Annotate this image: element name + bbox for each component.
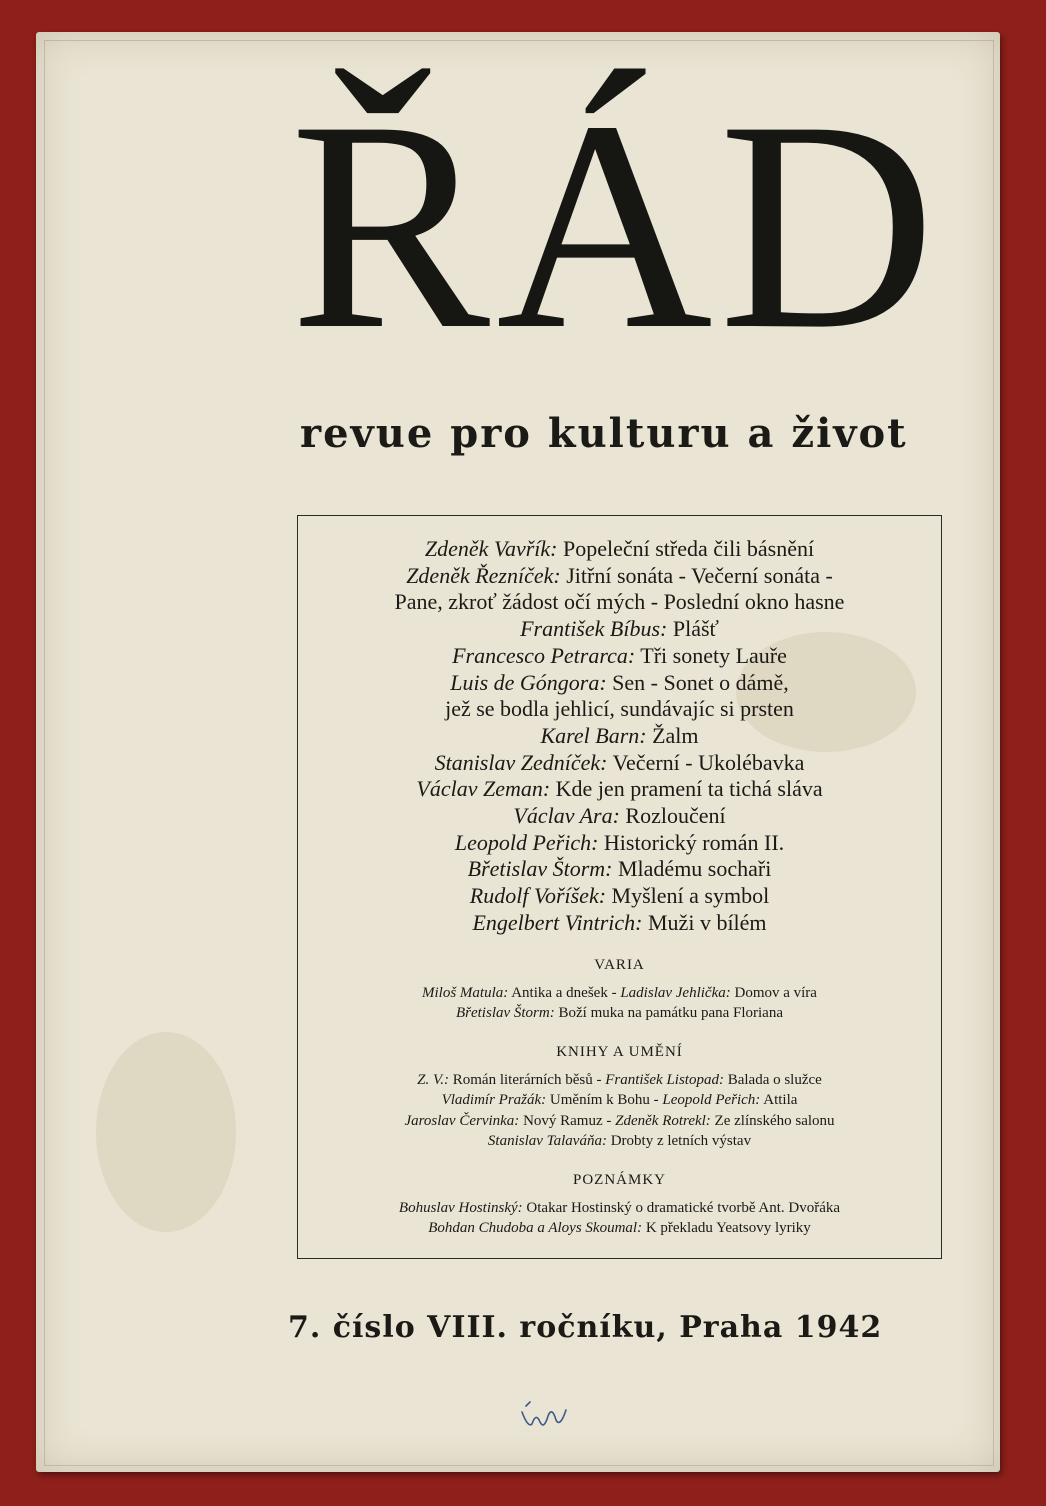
entry-author: Bohdan Chudoba a Aloys Skoumal: [428,1220,643,1237]
contents-box [297,515,942,1259]
main-contents-list [298,536,941,937]
entry-title: Historický román II. [603,829,785,855]
poznamky-list [298,1198,941,1239]
entry-author: Luis de Góngora: [450,669,607,695]
entry-author: Václav Zeman: [416,776,551,802]
masthead-title: ŘÁD [290,59,942,391]
entry-author: Leopold Peřich: [662,1092,761,1109]
entry-author: Engelbert Vintrich: [472,909,643,935]
contents-entry [298,696,941,723]
entry-title: Plášť [672,616,719,642]
entry-author: Bohuslav Hostinský: [398,1199,523,1216]
entry-author: Břetislav Štorm: [455,1005,555,1022]
contents-entry [298,670,941,697]
entry-title: Antika a dnešek - [511,984,617,1001]
contents-entry [298,589,941,616]
knihy-list [298,1070,941,1152]
entry-title: Kde jen pramení ta tichá sláva [555,776,823,802]
entry-author: Ladislav Jehlička: [620,984,731,1001]
entry-title: jež se bodla jehlicí, sundávajíc si prsten [445,696,794,722]
contents-entry [298,803,941,830]
contents-entry [298,910,941,937]
entry-author: Miloš Matula: [422,984,509,1001]
contents-entry [298,830,941,857]
contents-entry [298,536,941,563]
entry-author: František Bíbus: [520,616,668,642]
entry-title: Mladému sochaři [617,856,772,882]
entry-title: Večerní - Ukolébavka [612,749,805,775]
knihy-line [298,1090,941,1111]
entry-author: Václav Ara: [513,803,620,829]
entry-author: Zdeněk Rotrekl: [615,1112,711,1129]
entry-title: Žalm [652,722,699,748]
entry-author: Z. V.: [417,1071,449,1088]
contents-entry [298,856,941,883]
entry-title: Balada o služce [727,1071,822,1088]
entry-author: Leopold Peřich: [454,829,599,855]
varia-list [298,983,941,1024]
contents-entry [298,643,941,670]
entry-title: Nový Ramuz - [523,1112,612,1129]
entry-author: Stanislav Zedníček: [434,749,608,775]
entry-author: Stanislav Talaváňa: [487,1133,607,1150]
paper-stain [96,1032,236,1232]
entry-title: K překladu Yeatsovy lyriky [645,1220,811,1237]
entry-title: Popeleční středa čili básnění [562,536,815,561]
contents-entry [298,883,941,910]
masthead-subtitle: revue pro kulturu a život [300,410,908,457]
contents-entry [298,750,941,777]
varia-line [298,1003,941,1024]
entry-title: Ze zlínského salonu [714,1112,835,1129]
entry-title: Muži v bílém [648,909,767,935]
entry-author: Zdeněk Vavřík: [424,536,558,561]
entry-title: Domov a víra [734,984,817,1001]
entry-title: Attila [763,1092,798,1109]
entry-author: František Listopad: [605,1071,724,1088]
varia-line [298,983,941,1004]
section-heading-poznamky: POZNÁMKY [572,1171,666,1188]
knihy-line [298,1111,941,1132]
entry-title: Boží muka na památku pana Floriana [558,1005,784,1022]
entry-title: Uměním k Bohu - [549,1092,659,1109]
poznamky-line [298,1218,941,1239]
poznamky-line [298,1198,941,1219]
knihy-line [298,1131,941,1152]
entry-author: Francesco Petrarca: [452,642,636,668]
entry-author: Zdeněk Řezníček: [406,562,561,588]
entry-title: Tři sonety Lauře [640,642,787,668]
table-of-contents [298,536,941,1239]
contents-entry [298,563,941,590]
contents-entry [298,723,941,750]
knihy-line [298,1070,941,1091]
contents-entry [298,616,941,643]
section-heading-knihy: KNIHY A UMĚNÍ [556,1043,683,1060]
entry-author: Jaroslav Červinka: [404,1112,520,1129]
entry-title: Jitřní sonáta - Večerní sonáta - [566,562,833,588]
entry-title: Román literárních běsů - [452,1071,602,1088]
entry-author: Vladimír Pražák: [441,1092,547,1109]
entry-title: Myšlení a symbol [611,883,770,909]
issue-line: 7. číslo VIII. ročníku, Praha 1942 [288,1310,883,1345]
contents-entry [298,776,941,803]
entry-author: Karel Barn: [540,722,647,748]
entry-author: Břetislav Štorm: [467,856,613,882]
section-heading-varia: VARIA [594,956,645,973]
handwritten-pencil-mark-icon [518,1398,578,1434]
entry-title: Drobty z letních výstav [610,1133,752,1150]
entry-title: Sen - Sonet o dámě, [612,669,789,695]
entry-title: Otakar Hostinský o dramatické tvorbě Ant. Dvořáka [526,1199,841,1216]
entry-title: Pane, zkroť žádost očí mých - Poslední okno hasne [394,589,845,615]
entry-title: Rozloučení [625,803,726,829]
entry-author: Rudolf Voříšek: [469,883,607,909]
